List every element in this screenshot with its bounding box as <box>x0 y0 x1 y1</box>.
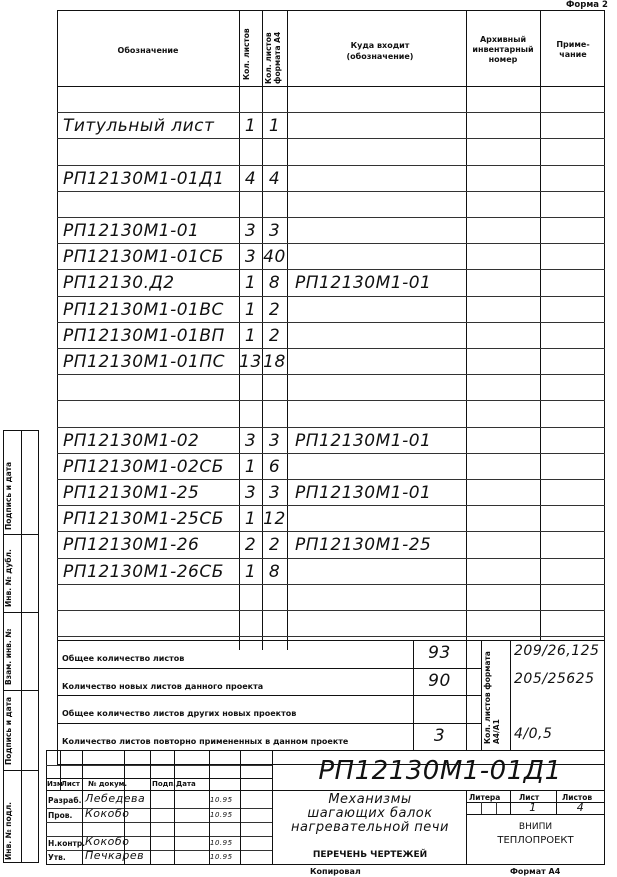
row-a4: 3 <box>268 483 281 503</box>
summary-value: 90 <box>428 670 451 691</box>
row-designation: РП12130М1-01СБ <box>63 247 224 268</box>
footer-checked: Копировал <box>310 867 361 876</box>
margin-label-sign-date-2: Подпись и дата <box>4 461 13 530</box>
object-name-line3: нагревательной печи <box>291 820 449 835</box>
row-sheets: 3 <box>244 430 257 451</box>
row-designation: РП12130М1-26 <box>63 535 200 556</box>
row-designation: РП12130М1-01 <box>63 221 200 241</box>
row-designation: РП12130М1-01ПС <box>63 352 226 372</box>
doc-code: РП12130М1-01Д1 <box>318 756 562 786</box>
row-a4: 2 <box>268 299 281 320</box>
row-sheets: 13 <box>239 352 262 372</box>
row-a4: 40 <box>263 247 286 268</box>
row-sheets: 1 <box>244 561 257 582</box>
object-name-line1: Механизмы <box>328 792 412 807</box>
role-norm-control: Н.контр. <box>48 839 86 848</box>
rev-header-docno: № докум. <box>88 780 128 788</box>
row-sheets: 1 <box>244 299 257 320</box>
row-a4: 4 <box>268 168 281 189</box>
row-sheets: 1 <box>244 456 257 477</box>
row-designation: РП12130М1-25 <box>63 483 200 503</box>
sheet-value: 1 <box>529 801 537 814</box>
role-approved: Утв. <box>48 853 66 862</box>
header-archive-no: Архивный инвентарный номер <box>472 35 534 64</box>
date-developer: 10.95 <box>210 796 233 804</box>
row-sheets: 1 <box>244 325 257 346</box>
row-a4: 2 <box>268 535 281 556</box>
row-designation: РП12130М1-02 <box>63 430 200 451</box>
row-designation: РП12130М1-25СБ <box>63 509 224 530</box>
header-sheet-count: Кол. листов <box>242 28 251 80</box>
role-checker: Пров. <box>48 811 73 820</box>
header-a4-count: Кол. листов формата А4 <box>264 31 282 84</box>
row-a4: 8 <box>268 561 281 582</box>
summary-label: Общее количество листов <box>62 654 185 663</box>
row-a4: 8 <box>268 273 281 294</box>
row-designation: РП12130М1-02СБ <box>63 456 224 477</box>
rev-header-change: Изм <box>47 780 63 788</box>
summary-label: Количество листов повторно примененных в данном проекте <box>62 736 349 746</box>
row-sheets: 3 <box>244 221 257 241</box>
row-sheets: 3 <box>244 247 257 268</box>
row-a4: 6 <box>268 456 281 477</box>
row-sheets: 3 <box>244 483 257 503</box>
row-sheets: 1 <box>244 116 257 137</box>
row-included-in: РП12130М1-25 <box>295 535 432 556</box>
summary-value: 93 <box>428 643 451 663</box>
row-a4: 3 <box>268 221 281 241</box>
row-a4: 3 <box>268 430 281 451</box>
name-developer: Лебедева <box>85 792 146 805</box>
row-a4: 1 <box>268 116 281 137</box>
object-name-line2: шагающих балок <box>307 806 433 821</box>
row-included-in: РП12130М1-01 <box>295 273 432 294</box>
row-included-in: РП12130М1-01 <box>295 483 432 503</box>
row-sheets: 1 <box>244 273 257 294</box>
date-checker: 10.95 <box>210 811 233 819</box>
row-sheets: 1 <box>244 509 257 530</box>
rev-header-date: Дата <box>176 780 196 788</box>
summary-label: Количество новых листов данного проекта <box>62 681 264 691</box>
row-designation: РП12130.Д2 <box>63 273 175 294</box>
sheet-label: Лист <box>519 793 540 802</box>
row-designation: Титульный лист <box>63 116 215 137</box>
summary-a4-value: 205/25625 <box>514 670 595 687</box>
summary-label: Общее количество листов других новых проектов <box>62 709 297 718</box>
date-approved: 10.95 <box>210 853 233 861</box>
row-designation: РП12130М1-01ВП <box>63 325 225 346</box>
form-label: Форма 2 <box>566 0 608 10</box>
rev-header-sheet: Лист <box>61 780 80 788</box>
rev-header-sign: Подп. <box>152 780 176 788</box>
row-sheets: 4 <box>244 168 257 189</box>
sheets-label: Листов <box>562 793 593 802</box>
row-sheets: 2 <box>244 535 257 556</box>
margin-label-inv-orig: Инв. № подл. <box>4 801 13 860</box>
doc-type: ПЕРЕЧЕНЬ ЧЕРТЕЖЕЙ <box>312 850 428 860</box>
row-a4: 2 <box>268 325 281 346</box>
name-approved: Печкарев <box>85 849 145 862</box>
row-included-in: РП12130М1-01 <box>295 430 432 451</box>
row-a4: 12 <box>263 509 286 530</box>
summary-side-label: Кол. листов формата А4/А1 <box>483 651 501 744</box>
margin-label-sign-date-1: Подпись и дата <box>4 696 13 765</box>
header-designation: Обозначение <box>117 46 179 55</box>
row-designation: РП12130М1-01ВС <box>63 299 224 320</box>
row-designation: РП12130М1-01Д1 <box>63 168 225 189</box>
summary-a4-value: 4/0,5 <box>514 725 553 742</box>
row-a4: 18 <box>263 352 286 372</box>
date-norm-control: 10.95 <box>210 839 233 847</box>
role-developer: Разраб. <box>48 796 82 805</box>
summary-a4-value: 209/26,125 <box>514 643 600 659</box>
org-line1: ВНИПИ <box>518 822 553 832</box>
name-norm-control: Кокобо <box>85 835 130 848</box>
sheets-value: 4 <box>576 801 585 814</box>
litera-label: Литера <box>469 793 501 802</box>
margin-label-replace-inv: Взам. инв. № <box>4 628 13 685</box>
row-designation: РП12130М1-26СБ <box>63 561 224 582</box>
header-included-in: Куда входит (обозначение) <box>346 41 414 61</box>
org-line2: ТЕПЛОПРОЕКТ <box>497 835 574 846</box>
margin-label-inv-dup: Инв. № дубл. <box>4 549 13 607</box>
name-checker: Кокобо <box>85 807 130 820</box>
summary-value: 3 <box>433 725 446 746</box>
header-note: Приме- чание <box>556 40 590 59</box>
footer-format: Формат А4 <box>510 867 561 876</box>
